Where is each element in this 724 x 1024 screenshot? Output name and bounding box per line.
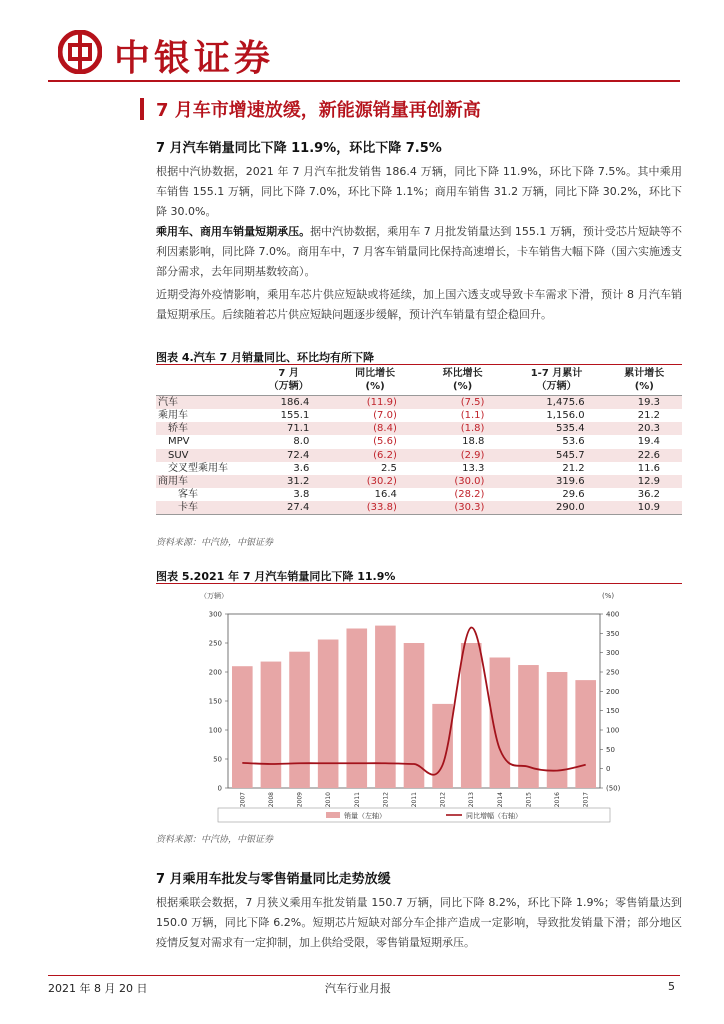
legend-box: [218, 808, 610, 822]
table-cell: 290.0: [506, 501, 606, 515]
paragraph-2-body: 据中汽协数据，乘用车 7 月批发销量达到 155.1 万辆，预计受芯片短缺等不利因素影响，同比降 7.0%。商用车中，7 月客车销量同比保持高速增长，卡车销售大幅下降（国六实施透支部分需求，去年同期基数较高）。: [156, 225, 682, 278]
header-cell-1: 7 月 （万辆）: [246, 366, 331, 396]
table-cell: (30.2): [331, 475, 419, 488]
subsection-title-2: 7 月乘用车批发与零售销量同比走势放缓: [156, 872, 391, 887]
bar: [261, 662, 282, 788]
left-tick-label: 250: [208, 639, 222, 648]
brand-name: 中银证券: [114, 37, 275, 79]
section-marker: [140, 98, 144, 120]
table-cell: 16.4: [374, 489, 397, 501]
left-tick-label: 0: [217, 784, 222, 793]
legend-bar-swatch: [326, 812, 340, 818]
row-label: 乘用车: [158, 410, 188, 422]
x-tick-label: 2017: [582, 792, 590, 808]
row-label: 交叉型乘用车: [168, 462, 228, 474]
table-header-row: [156, 366, 682, 396]
sales-table: [156, 366, 682, 515]
paragraph-2-lead: 乘用车、商用车销量短期承压。: [156, 225, 311, 238]
footer-report-name: 汽车行业月报: [325, 982, 391, 995]
sales-chart: [156, 588, 682, 826]
left-tick-label: 100: [208, 726, 222, 735]
x-tick-label: 2007: [239, 792, 247, 808]
table-cell: 1,475.6: [506, 396, 606, 410]
table-row: [156, 396, 682, 410]
x-tick-label: 2008: [267, 792, 275, 808]
table-cell: (30.0): [419, 475, 507, 488]
footer-rule: [48, 975, 680, 976]
table-cell: 72.4: [246, 449, 331, 462]
table-cell: 29.6: [562, 489, 585, 501]
x-tick-label: 2013: [468, 792, 476, 808]
right-tick-label: 200: [606, 687, 620, 696]
table-cell: (1.1): [460, 410, 485, 422]
right-tick-label: 100: [606, 726, 620, 735]
left-tick-label: 200: [208, 668, 222, 677]
page-header: [48, 24, 680, 82]
x-tick-label: 2011: [353, 792, 361, 808]
table-title-rule: [156, 364, 682, 365]
chart-title: 图表 5.2021 年 7 月汽车销量同比下降 11.9%: [156, 570, 396, 583]
table-cell: (6.2): [331, 449, 419, 462]
right-tick-label: 400: [606, 610, 620, 619]
right-tick-label: 350: [606, 629, 620, 638]
left-tick-label: 150: [208, 697, 222, 706]
row-label: 卡车: [156, 501, 246, 515]
header-cell-3: 环比增长 (%): [419, 366, 507, 396]
header-cell-4: 1-7 月累计 （万辆）: [506, 366, 606, 396]
paragraph-1: 根据中汽协数据，2021 年 7 月汽车批发销售 186.4 万辆，同比下降 11.9%，环比下降 7.5%。其中乘用车销售 155.1 万辆，同比下降 7.0%，环比下降 1.1%；商用车销售 31.2 万辆，同比下降 30.2%，环比下降 30.0%。: [156, 165, 682, 218]
table-cell: 20.3: [607, 422, 682, 435]
paragraph-4: 根据乘联会数据，7 月狭义乘用车批发销量 150.7 万辆，同比下降 8.2%，环比下降 1.9%；零售销量达到 150.0 万辆，同比下降 6.2%。短期芯片短缺对部分车企排产造成一定影响，导致批发销量下滑；部分地区疫情反复对需求有一定抑制，加上供给受限，零售销量短期承压。: [156, 896, 682, 949]
x-tick-label: 2011: [411, 792, 418, 808]
section-title: 7 月车市增速放缓，新能源销量再创新高: [156, 100, 481, 121]
row-label: 轿车: [156, 422, 246, 435]
header-cell-0: [156, 366, 246, 396]
left-axis-unit: （万辆）: [200, 592, 228, 600]
chart-title-rule: [156, 583, 682, 584]
table-cell: 21.2: [562, 462, 585, 474]
x-tick-label: 2009: [296, 792, 304, 808]
table-cell: 21.2: [637, 410, 660, 422]
table-source: 资料来源：中汽协，中银证券: [156, 538, 274, 548]
table-cell: 319.6: [506, 475, 606, 488]
bar: [404, 643, 425, 788]
row-label: MPV: [168, 436, 190, 448]
right-tick-label: 50: [606, 745, 615, 754]
chart-source: 资料来源：中汽协，中银证券: [156, 835, 274, 845]
header-rule: [48, 80, 680, 82]
x-tick-label: 2016: [554, 792, 562, 808]
paragraph-2: [156, 222, 682, 282]
table-row: [156, 422, 682, 435]
footer-date: 2021 年 8 月 20 日: [48, 982, 148, 995]
chart-svg: [156, 588, 682, 826]
table-cell: 18.8: [462, 436, 485, 448]
left-tick-label: 50: [213, 755, 222, 764]
table-cell: (2.9): [419, 449, 507, 462]
right-tick-label: (50): [606, 784, 621, 793]
x-tick-label: 2010: [325, 792, 333, 808]
table-cell: 19.4: [637, 436, 660, 448]
x-tick-label: 2012: [382, 792, 390, 808]
table-row: [156, 501, 682, 515]
table-cell: 11.6: [637, 462, 660, 474]
bar: [575, 680, 596, 788]
table-cell: (28.2): [454, 489, 485, 501]
right-tick-label: 150: [606, 707, 620, 716]
header-cell-5: 累计增长 (%): [607, 366, 682, 396]
right-axis-unit: (%): [602, 592, 615, 600]
table-row: [156, 449, 682, 462]
table-row: [156, 409, 682, 422]
table-cell: (1.8): [419, 422, 507, 435]
bar: [318, 640, 339, 788]
table-cell: 19.3: [607, 396, 682, 410]
table-cell: 10.9: [607, 501, 682, 515]
table-cell: 13.3: [462, 462, 485, 474]
header-cell-2: 同比增长 (%): [331, 366, 419, 396]
bar: [289, 652, 310, 788]
table-cell: 36.2: [637, 489, 660, 501]
right-tick-label: 300: [606, 649, 620, 658]
row-label: SUV: [156, 449, 246, 462]
table-cell: 1,156.0: [546, 410, 585, 422]
table-row: [156, 435, 682, 448]
table-cell: 22.6: [607, 449, 682, 462]
table-cell: 545.7: [506, 449, 606, 462]
table-cell: 535.4: [506, 422, 606, 435]
legend-bar-label: 销量（左轴）: [344, 812, 386, 820]
bank-of-china-logo: [58, 30, 102, 74]
table-cell: 2.5: [380, 462, 397, 474]
table-cell: 3.6: [293, 462, 310, 474]
section-heading: [140, 96, 680, 124]
table-cell: 31.2: [246, 475, 331, 488]
row-label: 汽车: [156, 396, 246, 410]
table-cell: (7.5): [419, 396, 507, 410]
bar: [432, 704, 453, 788]
table-body: [156, 396, 682, 515]
table-cell: (11.9): [331, 396, 419, 410]
row-label: 商用车: [156, 475, 246, 488]
table-row: [156, 488, 682, 501]
table-cell: (8.4): [331, 422, 419, 435]
table-cell: 3.8: [293, 489, 310, 501]
table-cell: (5.6): [373, 436, 397, 448]
x-tick-label: 2012: [439, 792, 447, 808]
table-cell: 186.4: [246, 396, 331, 410]
table-cell: 155.1: [280, 410, 310, 422]
x-tick-label: 2015: [525, 792, 533, 808]
table-cell: 12.9: [607, 475, 682, 488]
table-cell: 27.4: [246, 501, 331, 515]
table-cell: 8.0: [293, 436, 310, 448]
right-tick-label: 0: [606, 765, 611, 774]
table-cell: (7.0): [373, 410, 397, 422]
right-tick-label: 250: [606, 668, 620, 677]
table-cell: 71.1: [246, 422, 331, 435]
footer-page-number: 5: [668, 980, 675, 993]
bar: [461, 643, 482, 788]
bar: [232, 666, 253, 788]
x-tick-label: 2014: [496, 792, 504, 808]
legend-line-label: 同比增幅（右轴）: [466, 812, 522, 820]
table-title: 图表 4.汽车 7 月销量同比、环比均有所下降: [156, 351, 374, 364]
table-row: [156, 475, 682, 488]
table-cell: (33.8): [331, 501, 419, 515]
table-row: [156, 462, 682, 475]
paragraph-3: 近期受海外疫情影响，乘用车芯片供应短缺或将延续，加上国六透支或导致卡车需求下滑，预计 8 月汽车销量短期承压。后续随着芯片供应短缺问题逐步缓解，预计汽车销量有望企稳回升。: [156, 288, 682, 321]
left-tick-label: 300: [208, 610, 222, 619]
row-label: 客车: [178, 489, 198, 501]
table-cell: 53.6: [562, 436, 585, 448]
subsection-title-1: 7 月汽车销量同比下降 11.9%，环比下降 7.5%: [156, 141, 442, 156]
table-cell: (30.3): [419, 501, 507, 515]
